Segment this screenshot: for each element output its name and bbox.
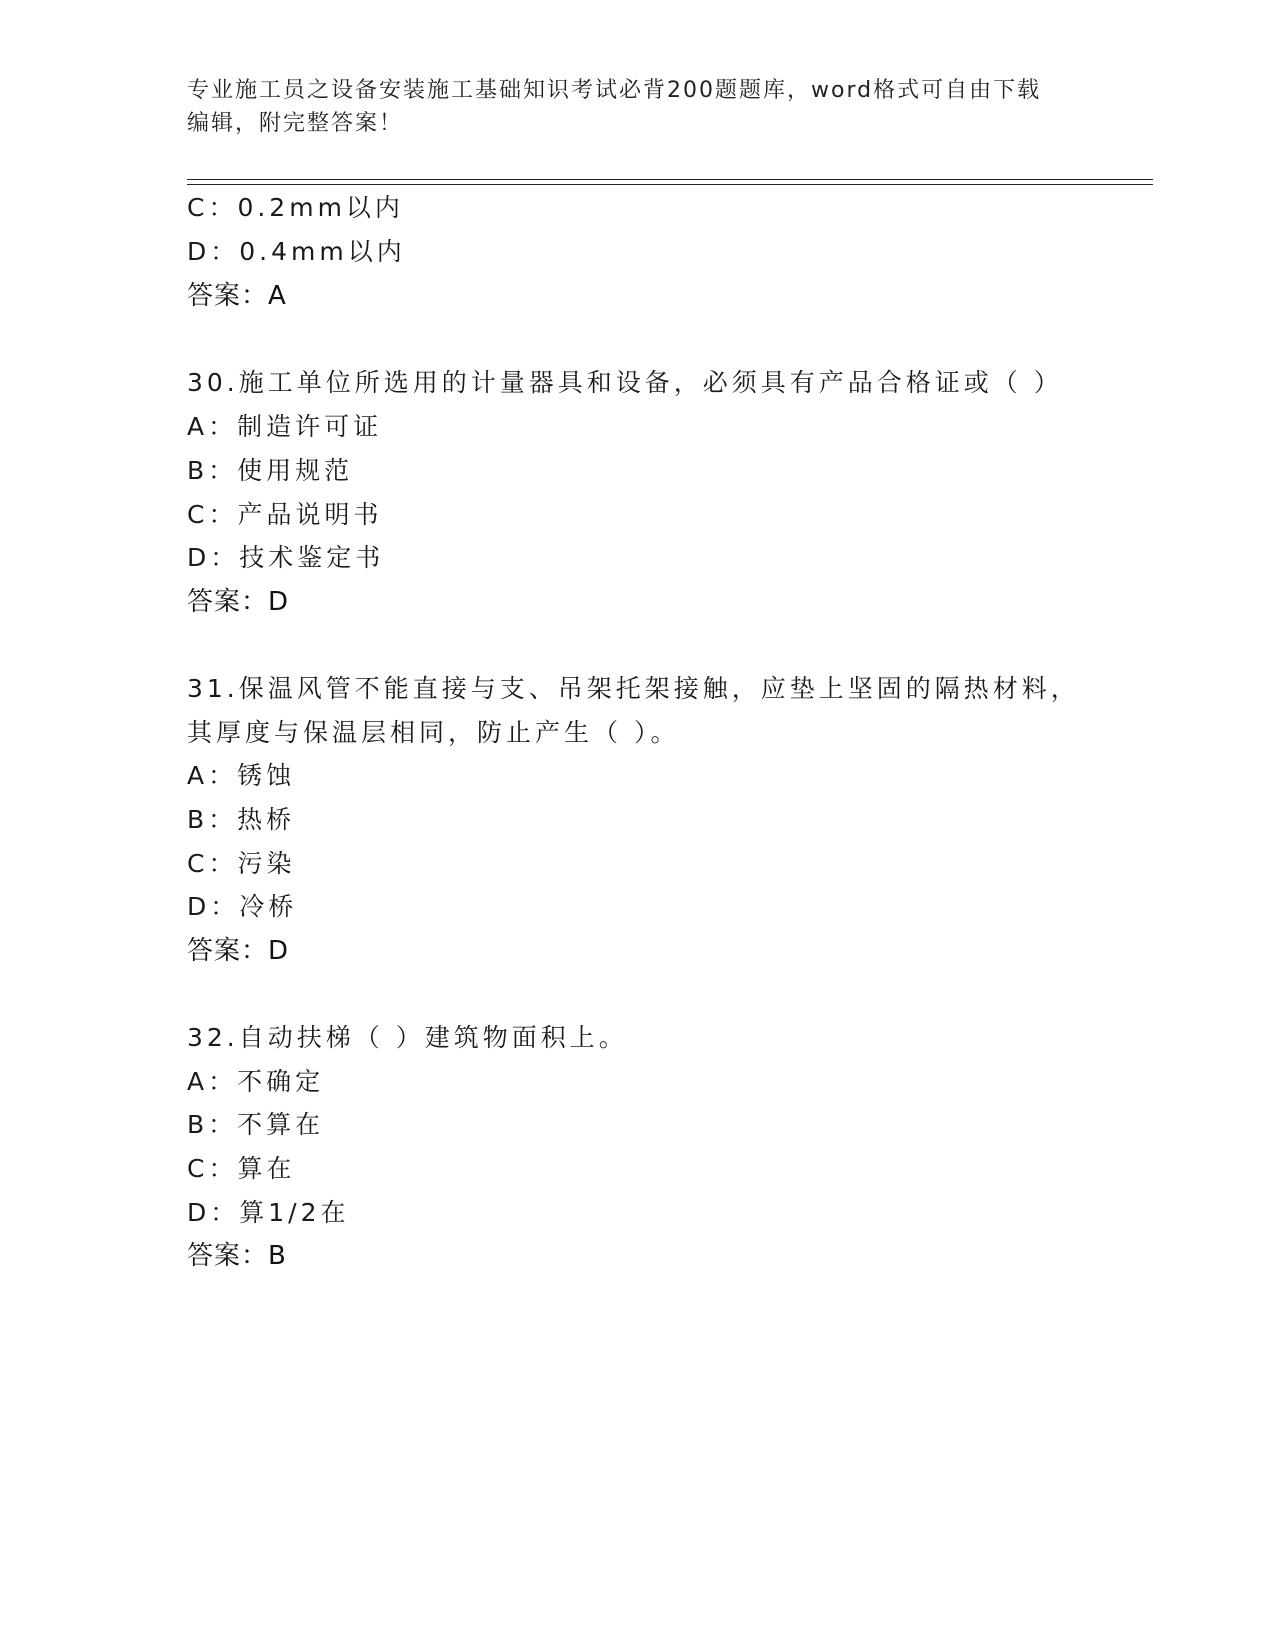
q30-option-d: D：技术鉴定书 xyxy=(187,543,385,572)
q32-option-d: D：算1/2在 xyxy=(187,1198,350,1227)
q32-option-a: A：不确定 xyxy=(187,1067,325,1096)
q31-stem-line-2: 其厚度与保温层相同，防止产生（ ）。 xyxy=(187,718,680,747)
q29-option-c: C：0.2mm以内 xyxy=(187,193,404,222)
q31-answer: 答案：D xyxy=(187,936,290,966)
q30-option-b: B：使用规范 xyxy=(187,456,354,485)
q31-stem-line-1: 31.保温风管不能直接与支、吊架托架接触，应垫上坚固的隔热材料， xyxy=(187,674,1080,703)
q32-stem: 32.自动扶梯（ ）建筑物面积上。 xyxy=(187,1023,628,1052)
q31-option-d: D：冷桥 xyxy=(187,892,298,921)
q31-option-a: A：锈蚀 xyxy=(187,761,296,790)
q31-option-c: C：污染 xyxy=(187,849,296,878)
header-divider-top xyxy=(187,179,1153,180)
q30-stem: 30.施工单位所选用的计量器具和设备，必须具有产品合格证或（ ） xyxy=(187,368,1063,397)
q29-option-d: D：0.4mm以内 xyxy=(187,237,406,266)
header-line-2: 编辑，附完整答案！ xyxy=(187,111,404,136)
q32-answer: 答案：B xyxy=(187,1241,287,1271)
header-line-1: 专业施工员之设备安装施工基础知识考试必背200题题库，word格式可自由下载 xyxy=(187,78,1042,103)
header-divider-bottom xyxy=(187,184,1153,185)
q29-answer: 答案：A xyxy=(187,281,287,311)
q30-option-a: A：制造许可证 xyxy=(187,412,383,441)
q31-option-b: B：热桥 xyxy=(187,805,296,834)
q30-answer: 答案：D xyxy=(187,587,290,617)
q30-option-c: C：产品说明书 xyxy=(187,500,383,529)
q32-option-c: C：算在 xyxy=(187,1154,296,1183)
document-header xyxy=(187,74,1087,140)
q32-option-b: B：不算在 xyxy=(187,1110,325,1139)
